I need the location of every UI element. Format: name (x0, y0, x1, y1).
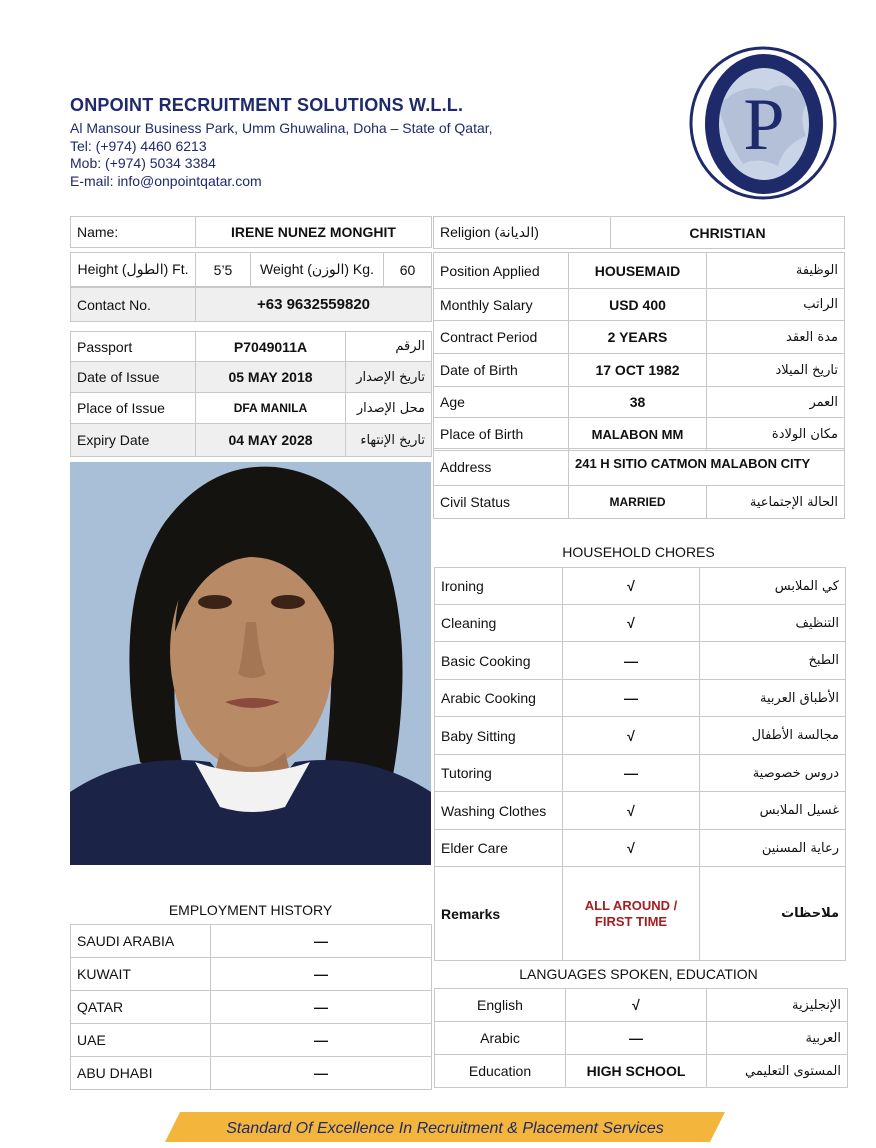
issue-date-label: Date of Issue (71, 362, 196, 393)
height-value: 5’5 (196, 253, 251, 287)
remarks-line-2: FIRST TIME (594, 913, 668, 929)
name-value: IRENE NUNEZ MONGHIT (196, 217, 432, 248)
job-arabic: العمر (707, 387, 845, 418)
job-value: MALABON MM (569, 418, 707, 451)
chore-mark: — (563, 642, 700, 680)
employment-value: — (211, 925, 432, 958)
passport-table (70, 331, 432, 457)
weight-value: 60 (384, 253, 432, 287)
chore-mark: √ (563, 717, 700, 755)
job-value: USD 400 (569, 289, 707, 321)
chore-label: Tutoring (435, 755, 563, 792)
address-label: Address (434, 449, 569, 486)
job-table (433, 252, 845, 451)
chore-label: Basic Cooking (435, 642, 563, 680)
chore-label: Cleaning (435, 605, 563, 642)
employment-value: — (211, 1024, 432, 1057)
job-arabic: تاريخ الميلاد (707, 354, 845, 387)
chore-arabic: الأطباق العربية (700, 680, 846, 717)
chores-title: HOUSEHOLD CHORES (562, 544, 715, 560)
employment-country: KUWAIT (71, 958, 211, 991)
job-value: 2 YEARS (569, 321, 707, 354)
job-label: Place of Birth (434, 418, 569, 451)
issue-date-value: 05 MAY 2018 (196, 362, 346, 393)
chore-mark: √ (563, 568, 700, 605)
civil-arabic: الحالة الإجتماعية (707, 486, 845, 519)
civil-label: Civil Status (434, 486, 569, 519)
issue-place-value: DFA MANILA (196, 393, 346, 424)
name-label: Name: (71, 217, 196, 248)
religion-label: Religion (الديانة) (434, 217, 611, 249)
religion-table (433, 216, 845, 249)
height-weight-table (70, 252, 432, 287)
chore-arabic: التنظيف (700, 605, 846, 642)
employment-country: ABU DHABI (71, 1057, 211, 1090)
remarks-line-1: ALL AROUND / (584, 897, 678, 913)
company-address: Al Mansour Business Park, Umm Ghuwalina, Doha – State of Qatar, (70, 120, 493, 136)
issue-place-label: Place of Issue (71, 393, 196, 424)
chore-mark: — (563, 755, 700, 792)
job-arabic: الوظيفة (707, 253, 845, 289)
remarks-label: Remarks (435, 867, 563, 961)
personal-table (70, 216, 432, 248)
remarks-value (563, 867, 700, 961)
education-arabic: المستوى التعليمي (707, 1055, 848, 1088)
company-mob: Mob: (+974) 5034 3384 (70, 155, 216, 171)
passport-arabic: الرقم (346, 332, 432, 362)
employment-value: — (211, 958, 432, 991)
chore-mark: — (563, 680, 700, 717)
company-header (70, 95, 493, 190)
employment-country: UAE (71, 1024, 211, 1057)
job-value: 17 OCT 1982 (569, 354, 707, 387)
footer-banner (165, 1112, 725, 1142)
chore-mark: √ (563, 792, 700, 830)
company-name: ONPOINT RECRUITMENT SOLUTIONS W.L.L. (70, 95, 464, 115)
language-label: Arabic (435, 1022, 566, 1055)
civil-table (433, 485, 845, 519)
chore-arabic: غسيل الملابس (700, 792, 846, 830)
height-label: Height (الطول) Ft. (71, 253, 196, 287)
address-value: 241 H SITIO CATMON MALABON CITY (569, 449, 845, 486)
job-label: Contract Period (434, 321, 569, 354)
job-label: Position Applied (434, 253, 569, 289)
education-value: HIGH SCHOOL (566, 1055, 707, 1088)
employment-title: EMPLOYMENT HISTORY (168, 902, 333, 918)
language-value: — (566, 1022, 707, 1055)
portrait-image (70, 462, 431, 865)
languages-table (434, 988, 848, 1088)
contact-value: +63 9632559820 (196, 288, 432, 322)
address-table (433, 448, 845, 486)
company-logo (688, 46, 838, 201)
job-arabic: الراتب (707, 289, 845, 321)
footer-slogan: Standard Of Excellence In Recruitment & Placement Services (226, 1120, 664, 1137)
passport-label: Passport (71, 332, 196, 362)
job-value: 38 (569, 387, 707, 418)
job-arabic: مدة العقد (707, 321, 845, 354)
languages-title: LANGUAGES SPOKEN, EDUCATION (519, 966, 758, 982)
language-arabic: العربية (707, 1022, 848, 1055)
passport-value: P7049011A (196, 332, 346, 362)
expiry-arabic: تاريخ الإنتهاء (346, 424, 432, 457)
job-label: Age (434, 387, 569, 418)
job-arabic: مكان الولادة (707, 418, 845, 451)
chore-label: Ironing (435, 568, 563, 605)
job-label: Date of Birth (434, 354, 569, 387)
chore-label: Arabic Cooking (435, 680, 563, 717)
employment-value: — (211, 1057, 432, 1090)
job-label: Monthly Salary (434, 289, 569, 321)
remarks-arabic: ملاحظات (700, 867, 846, 961)
chore-arabic: الطبخ (700, 642, 846, 680)
language-label: English (435, 989, 566, 1022)
chore-mark: √ (563, 605, 700, 642)
logo-letter-p: P (743, 84, 785, 166)
company-tel: Tel: (+974) 4460 6213 (70, 137, 207, 154)
chore-mark: √ (563, 830, 700, 867)
applicant-photo (70, 462, 431, 865)
company-email: E-mail: info@onpointqatar.com (70, 172, 262, 189)
weight-label: Weight (الوزن) Kg. (251, 253, 384, 287)
employment-country: QATAR (71, 991, 211, 1024)
chore-label: Baby Sitting (435, 717, 563, 755)
expiry-label: Expiry Date (71, 424, 196, 457)
chores-table (434, 567, 846, 961)
language-value: √ (566, 989, 707, 1022)
education-label: Education (435, 1055, 566, 1088)
chore-arabic: دروس خصوصية (700, 755, 846, 792)
issue-date-arabic: تاريخ الإصدار (346, 362, 432, 393)
chore-label: Washing Clothes (435, 792, 563, 830)
contact-table (70, 287, 432, 322)
employment-table (70, 924, 432, 1090)
contact-label: Contact No. (71, 288, 196, 322)
chore-arabic: رعاية المسنين (700, 830, 846, 867)
issue-place-arabic: محل الإصدار (346, 393, 432, 424)
chore-arabic: كي الملابس (700, 568, 846, 605)
employment-country: SAUDI ARABIA (71, 925, 211, 958)
expiry-value: 04 MAY 2028 (196, 424, 346, 457)
civil-value: MARRIED (569, 486, 707, 519)
employment-value: — (211, 991, 432, 1024)
religion-value: CHRISTIAN (611, 217, 845, 249)
job-value: HOUSEMAID (569, 253, 707, 289)
chore-label: Elder Care (435, 830, 563, 867)
chore-arabic: مجالسة الأطفال (700, 717, 846, 755)
language-arabic: الإنجليزية (707, 989, 848, 1022)
